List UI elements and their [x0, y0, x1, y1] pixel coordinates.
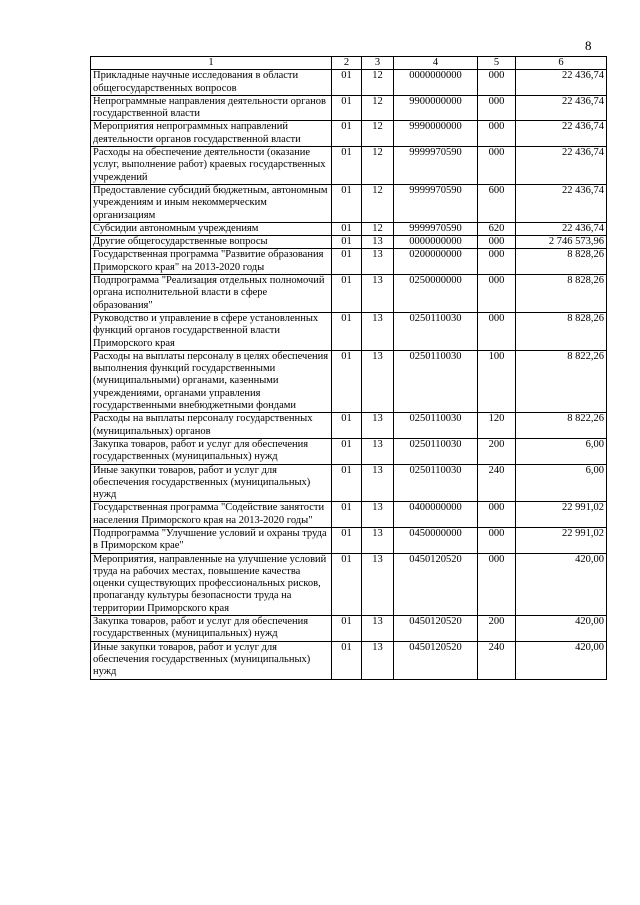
table-row	[91, 222, 607, 235]
row-amount: 22 991,02	[516, 527, 607, 553]
row-name: Расходы на выплаты персоналу в целях обеспечения выполнения функций государственными (муниципальными) органами, казенными учреждениями, органами управления государственными внебюджетными фондами	[91, 350, 332, 412]
row-expense-kind: 200	[478, 438, 516, 464]
row-name: Закупка товаров, работ и услуг для обеспечения государственных (муниципальных) нужд	[91, 616, 332, 642]
page-number: 8	[585, 38, 592, 53]
column-header: 4	[394, 57, 478, 70]
row-expense-kind: 240	[478, 464, 516, 502]
row-name: Государственная программа "Развитие образования Приморского края" на 2013-2020 годы	[91, 249, 332, 275]
row-section: 01	[332, 249, 362, 275]
row-name: Другие общегосударственные вопросы	[91, 236, 332, 249]
row-amount: 8 822,26	[516, 413, 607, 439]
row-expense-kind: 000	[478, 502, 516, 528]
row-amount: 8 822,26	[516, 350, 607, 412]
table-row	[91, 502, 607, 528]
row-subsection: 12	[362, 70, 394, 96]
row-amount: 6,00	[516, 464, 607, 502]
row-name: Непрограммные направления деятельности органов государственной власти	[91, 95, 332, 121]
row-amount: 8 828,26	[516, 249, 607, 275]
table-row	[91, 249, 607, 275]
row-code: 9999970590	[394, 147, 478, 185]
row-section: 01	[332, 95, 362, 121]
row-section: 01	[332, 464, 362, 502]
row-amount: 22 436,74	[516, 222, 607, 235]
row-section: 01	[332, 641, 362, 679]
row-name: Закупка товаров, работ и услуг для обеспечения государственных (муниципальных) нужд	[91, 438, 332, 464]
table-row	[91, 350, 607, 412]
row-section: 01	[332, 502, 362, 528]
row-code: 0000000000	[394, 70, 478, 96]
row-amount: 8 828,26	[516, 275, 607, 313]
row-expense-kind: 000	[478, 70, 516, 96]
row-expense-kind: 100	[478, 350, 516, 412]
row-section: 01	[332, 616, 362, 642]
row-amount: 22 436,74	[516, 147, 607, 185]
row-section: 01	[332, 222, 362, 235]
column-header: 2	[332, 57, 362, 70]
row-subsection: 12	[362, 147, 394, 185]
table-row	[91, 438, 607, 464]
row-name: Прикладные научные исследования в области общегосударственных вопросов	[91, 70, 332, 96]
row-name: Субсидии автономным учреждениям	[91, 222, 332, 235]
row-subsection: 13	[362, 616, 394, 642]
table-row	[91, 464, 607, 502]
row-expense-kind: 000	[478, 527, 516, 553]
row-code: 0250110030	[394, 438, 478, 464]
row-amount: 2 746 573,96	[516, 236, 607, 249]
column-header: 5	[478, 57, 516, 70]
row-expense-kind: 000	[478, 275, 516, 313]
row-name: Расходы на обеспечение деятельности (оказание услуг, выполнение работ) краевых государственных учреждений	[91, 147, 332, 185]
row-expense-kind: 600	[478, 184, 516, 222]
row-expense-kind: 000	[478, 147, 516, 185]
row-section: 01	[332, 438, 362, 464]
row-code: 9990000000	[394, 121, 478, 147]
column-header: 1	[91, 57, 332, 70]
table-row	[91, 121, 607, 147]
table-row	[91, 616, 607, 642]
row-amount: 420,00	[516, 616, 607, 642]
row-subsection: 13	[362, 502, 394, 528]
row-code: 0250110030	[394, 350, 478, 412]
row-code: 0450120520	[394, 553, 478, 615]
table-header-row	[91, 57, 607, 70]
row-section: 01	[332, 350, 362, 412]
row-section: 01	[332, 553, 362, 615]
row-amount: 22 436,74	[516, 121, 607, 147]
row-amount: 22 991,02	[516, 502, 607, 528]
table-row	[91, 553, 607, 615]
row-subsection: 13	[362, 236, 394, 249]
row-subsection: 12	[362, 95, 394, 121]
row-code: 0250110030	[394, 464, 478, 502]
row-subsection: 13	[362, 641, 394, 679]
row-subsection: 13	[362, 275, 394, 313]
table-row	[91, 236, 607, 249]
row-section: 01	[332, 527, 362, 553]
row-expense-kind: 000	[478, 236, 516, 249]
row-code: 0000000000	[394, 236, 478, 249]
row-name: Иные закупки товаров, работ и услуг для обеспечения государственных (муниципальных) нужд	[91, 464, 332, 502]
row-subsection: 13	[362, 527, 394, 553]
row-section: 01	[332, 312, 362, 350]
row-subsection: 13	[362, 312, 394, 350]
row-code: 0250110030	[394, 413, 478, 439]
row-expense-kind: 000	[478, 553, 516, 615]
row-code: 0200000000	[394, 249, 478, 275]
row-section: 01	[332, 121, 362, 147]
row-name: Предоставление субсидий бюджетным, автономным учреждениям и иным некоммерческим организациям	[91, 184, 332, 222]
row-expense-kind: 000	[478, 95, 516, 121]
row-name: Мероприятия непрограммных направлений деятельности органов государственной власти	[91, 121, 332, 147]
row-section: 01	[332, 184, 362, 222]
row-code: 0450120520	[394, 616, 478, 642]
row-code: 9900000000	[394, 95, 478, 121]
row-expense-kind: 120	[478, 413, 516, 439]
row-section: 01	[332, 147, 362, 185]
row-expense-kind: 000	[478, 312, 516, 350]
table-row	[91, 527, 607, 553]
row-subsection: 12	[362, 222, 394, 235]
column-header: 3	[362, 57, 394, 70]
row-code: 0400000000	[394, 502, 478, 528]
row-section: 01	[332, 236, 362, 249]
table-row	[91, 275, 607, 313]
row-amount: 420,00	[516, 641, 607, 679]
row-name: Расходы на выплаты персоналу государственных (муниципальных) органов	[91, 413, 332, 439]
row-subsection: 13	[362, 413, 394, 439]
row-code: 0250110030	[394, 312, 478, 350]
row-section: 01	[332, 413, 362, 439]
row-amount: 22 436,74	[516, 95, 607, 121]
row-name: Подпрограмма "Улучшение условий и охраны труда в Приморском крае"	[91, 527, 332, 553]
row-amount: 8 828,26	[516, 312, 607, 350]
row-amount: 22 436,74	[516, 184, 607, 222]
budget-table	[90, 56, 607, 680]
row-name: Государственная программа "Содействие занятости населения Приморского края на 2013-2020 годы"	[91, 502, 332, 528]
row-expense-kind: 200	[478, 616, 516, 642]
row-subsection: 13	[362, 249, 394, 275]
row-code: 0450120520	[394, 641, 478, 679]
row-subsection: 12	[362, 184, 394, 222]
row-amount: 6,00	[516, 438, 607, 464]
table-row	[91, 184, 607, 222]
row-expense-kind: 620	[478, 222, 516, 235]
row-expense-kind: 240	[478, 641, 516, 679]
row-amount: 420,00	[516, 553, 607, 615]
row-subsection: 13	[362, 464, 394, 502]
table-row	[91, 312, 607, 350]
table-row	[91, 70, 607, 96]
row-section: 01	[332, 275, 362, 313]
row-name: Мероприятия, направленные на улучшение условий труда на рабочих местах, повышение качества оценки существующих профессиональных рисков, пропаганду культуры безопасности труда на территории Приморского края	[91, 553, 332, 615]
row-section: 01	[332, 70, 362, 96]
table-row	[91, 641, 607, 679]
column-header: 6	[516, 57, 607, 70]
row-code: 9999970590	[394, 184, 478, 222]
row-code: 0450000000	[394, 527, 478, 553]
table-row	[91, 147, 607, 185]
row-name: Подпрограмма "Реализация отдельных полномочий органа исполнительной власти в сфере образования"	[91, 275, 332, 313]
row-subsection: 13	[362, 553, 394, 615]
row-code: 0250000000	[394, 275, 478, 313]
row-code: 9999970590	[394, 222, 478, 235]
table-row	[91, 95, 607, 121]
row-amount: 22 436,74	[516, 70, 607, 96]
table-row	[91, 413, 607, 439]
row-name: Иные закупки товаров, работ и услуг для обеспечения государственных (муниципальных) нужд	[91, 641, 332, 679]
row-name: Руководство и управление в сфере установленных функций органов государственной власти Приморского края	[91, 312, 332, 350]
row-subsection: 12	[362, 121, 394, 147]
row-subsection: 13	[362, 438, 394, 464]
row-subsection: 13	[362, 350, 394, 412]
row-expense-kind: 000	[478, 121, 516, 147]
row-expense-kind: 000	[478, 249, 516, 275]
